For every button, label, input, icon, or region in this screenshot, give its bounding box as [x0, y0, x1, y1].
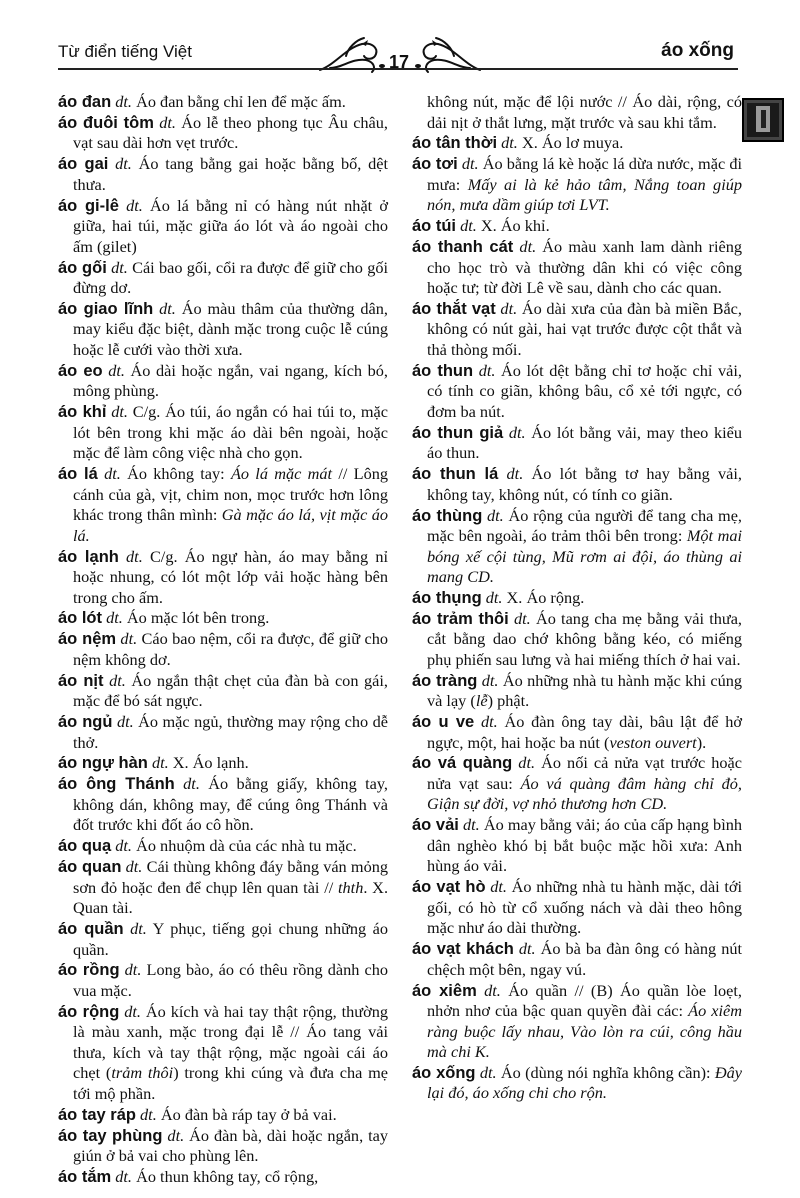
part-of-speech: dt. — [151, 753, 169, 773]
headword: áo ông Thánh — [58, 775, 175, 794]
example-text: Đây lại đó, áo xống chi cho rộn. — [427, 1062, 742, 1103]
part-of-speech: dt. — [106, 608, 123, 628]
part-of-speech: dt. — [481, 670, 499, 690]
part-of-speech: dt. — [183, 774, 200, 794]
example-text: thth — [338, 877, 364, 897]
continued-entry-text: không nút, mặc để lội nước // Áo dài, rộng, có dải nịt ở thắt lưng, mặt trước và sau khi tắm. — [427, 92, 742, 132]
headword: áo thùng — [412, 506, 483, 525]
dictionary-entry — [412, 464, 742, 505]
example-text: veston ouvert — [609, 732, 697, 752]
part-of-speech: dt. — [518, 939, 536, 959]
dictionary-entry — [58, 1126, 388, 1167]
definition-text: Áo bằng giấy, không tay, không dán, không may, để cúng ông Thánh và đốt trước khi đốt áo cô hồn. — [73, 774, 388, 835]
running-header-guideword: áo xống — [661, 40, 734, 61]
dictionary-entry — [58, 361, 388, 402]
part-of-speech: dt. — [513, 608, 531, 628]
part-of-speech: dt. — [126, 546, 143, 566]
dictionary-entry — [58, 857, 388, 919]
part-of-speech: dt. — [500, 298, 518, 318]
part-of-speech: dt. — [125, 857, 143, 877]
part-of-speech: dt. — [501, 133, 518, 153]
dictionary-entry — [412, 299, 742, 361]
part-of-speech: dt. — [518, 753, 536, 773]
dictionary-entry — [58, 1167, 388, 1188]
dictionary-entry — [58, 1002, 388, 1105]
part-of-speech: dt. — [115, 92, 133, 111]
headword: áo khỉ — [58, 403, 107, 422]
definition-text: ) phật. — [487, 691, 530, 711]
part-of-speech: dt. — [485, 587, 503, 607]
part-of-speech: dt. — [109, 670, 126, 690]
dictionary-entry — [58, 196, 388, 258]
part-of-speech: dt. — [480, 712, 498, 732]
dictionary-entry — [412, 216, 742, 237]
definition-text: Áo dài xưa của đàn bà miền Bắc, không có nút gài, hai vạt trước được cột thắt và thả thòng mối. — [427, 298, 742, 359]
headword: áo quạ — [58, 837, 112, 856]
dictionary-entry — [412, 154, 742, 216]
headword: áo tắm — [58, 1167, 112, 1186]
definition-text: Áo bằng lá kè hoặc lá dừa nước, mặc đi mưa: — [427, 154, 742, 194]
headword: áo lá — [58, 465, 98, 484]
definition-text: C/g. Áo túi, áo ngắn có hai túi to, mặc lót bên trong khi mặc áo dài bên ngoài, hoặc mặc để làm công việc nhà cho gọn. — [73, 402, 388, 463]
headword: áo quần — [58, 920, 124, 939]
part-of-speech: dt. — [115, 836, 133, 856]
headword: áo vạt hò — [412, 878, 486, 897]
definition-text: Áo lễ theo phong tục Âu châu, vạt sau dài hơn vẹt trước. — [73, 112, 388, 153]
dictionary-entry — [58, 774, 388, 836]
part-of-speech: dt. — [159, 298, 176, 318]
dictionary-entry — [58, 608, 388, 629]
example-text: Gà mặc áo lá, vịt mặc áo lá. — [73, 505, 389, 545]
definition-text: Áo ngắn thật chẹt của đàn bà con gái, mặc để bó sát ngực. — [73, 670, 388, 711]
definition-text: Y phục, tiếng gọi chung những áo quần. — [73, 919, 388, 959]
headword: áo nệm — [58, 630, 117, 649]
part-of-speech: dt. — [126, 195, 143, 215]
headword: áo túi — [412, 217, 456, 236]
header-rule — [58, 68, 738, 70]
definition-text: Cái thùng không đáy bằng ván mỏng sơn đỏ hoặc đen để chụp lên quan tài // — [73, 857, 388, 897]
headword: áo xiêm — [412, 981, 477, 1000]
headword: áo gối — [58, 258, 107, 277]
headword: áo đan — [58, 93, 112, 111]
definition-text: Áo lót dệt bằng chỉ tơ hoặc chỉ vải, có tính co giãn, không bâu, cổ xẻ tới ngực, có đơm ba nút. — [427, 360, 742, 421]
definition-text: Áo đan bằng chỉ len để mặc ấm. — [132, 92, 346, 111]
definition-text: Áo đàn bà, dài hoặc ngắn, tay giún ở bả vai cho phùng lên. — [73, 1125, 388, 1166]
dictionary-entry — [58, 671, 388, 712]
part-of-speech: dt. — [130, 919, 147, 939]
dictionary-entry — [58, 258, 388, 299]
definition-text: Áo màu thâm của thường dân, may kiểu đặc biệt, dành mặc trong cuộc lễ cúng hoặc lễ cưới vào thời xưa. — [73, 298, 388, 359]
dictionary-entry — [58, 113, 388, 154]
dictionary-entry — [412, 423, 742, 464]
dictionary-entry — [412, 877, 742, 939]
headword: áo tơi — [412, 155, 458, 174]
dictionary-entry — [412, 939, 742, 980]
definition-text: Áo mặc lót bên trong. — [122, 608, 270, 628]
definition-text: Áo kích và hai tay thật rộng, thường là màu xanh, mặc trong đại lễ // Áo tang vải thưa, kích và tay thật rộng, mặc ngoài cái áo chẹt ( — [73, 1001, 388, 1083]
part-of-speech: dt. — [124, 1001, 141, 1021]
definition-text: ). — [696, 732, 707, 752]
part-of-speech: dt. — [519, 237, 537, 257]
definition-text: Áo những nhà tu hành mặc khi cúng và lạy ( — [427, 670, 742, 711]
definition-text: Áo đàn bà ráp tay ở bả vai. — [156, 1104, 337, 1124]
headword: áo lạnh — [58, 547, 119, 566]
definition-text: Áo lót bằng tơ hay bằng vải, không tay, không nút, có tính co giãn. — [427, 464, 742, 504]
dictionary-entry — [412, 815, 742, 877]
headword: áo đuôi tôm — [58, 113, 154, 132]
example-text: Áo xiêm ràng buộc lấy nhau, Vào lòn ra cúi, công hầu mà chi K. — [427, 1001, 743, 1062]
part-of-speech: dt. — [479, 1062, 497, 1082]
dictionary-entry — [58, 919, 388, 960]
definition-text: ) trong khi cúng và đưa cha mẹ tới mộ phần. — [73, 1063, 388, 1103]
dictionary-entry — [412, 506, 742, 588]
headword: áo thun — [412, 361, 474, 380]
definition-text: X. Áo khỉ. — [476, 216, 550, 236]
headword: áo thụng — [412, 588, 482, 607]
part-of-speech: dt. — [111, 402, 128, 422]
example-text: trảm thôi — [111, 1063, 174, 1083]
definition-text: Áo (dùng nói nghĩa không cần): — [496, 1062, 715, 1082]
part-of-speech: dt. — [478, 360, 496, 380]
running-header-title: Từ điển tiếng Việt — [58, 42, 192, 61]
definition-text: Áo những nhà tu hành mặc, dài tới gối, có hò từ cổ xuống nách và dài theo hông mặc như áo dài thường. — [427, 877, 743, 938]
part-of-speech: dt. — [508, 422, 526, 442]
definition-text: // Lông cánh của gà, vịt, chim non, mọc trước hơn lông khác trong thân mình: — [73, 464, 388, 525]
dictionary-entry — [58, 547, 388, 609]
definition-text: Áo màu xanh lam dành riêng cho học trò và thường dân khi có việc công hoặc tư; từ đời Lê về sau, dành cho các quan. — [427, 237, 742, 298]
part-of-speech: dt. — [116, 712, 134, 732]
definition-text: Áo thun không tay, cổ rộng, — [132, 1166, 319, 1186]
part-of-speech: dt. — [111, 257, 128, 277]
dictionary-entry — [412, 237, 742, 299]
headword: áo vạt khách — [412, 940, 514, 959]
dictionary-entry — [412, 981, 742, 1063]
example-text: Áo vá quàng đâm hàng chỉ đỏ, Giận sự đời, vợ nhỏ thương hơn CD. — [427, 773, 742, 814]
headword: áo eo — [58, 361, 103, 380]
left-column — [58, 92, 388, 1188]
dictionary-entry — [58, 1105, 388, 1126]
definition-text: Cái bao gối, cổi ra được để giữ cho gối đừng dơ. — [73, 257, 388, 298]
dictionary-entry — [58, 299, 388, 361]
dictionary-entry — [58, 712, 388, 753]
headword: áo nịt — [58, 671, 104, 690]
example-text: Mấy ai là kẻ hảo tâm, Nắng toan giúp nón, mưa dầm giúp tơi LVT. — [427, 174, 743, 215]
dictionary-entry — [412, 671, 742, 712]
headword: áo tay ráp — [58, 1105, 136, 1124]
dictionary-entry — [412, 588, 742, 609]
part-of-speech: dt. — [108, 360, 125, 380]
part-of-speech: dt. — [460, 216, 477, 236]
definition-text: X. Áo rộng. — [502, 587, 585, 607]
part-of-speech: dt. — [167, 1125, 185, 1145]
headword: áo xống — [412, 1063, 476, 1082]
dictionary-entry — [58, 402, 388, 464]
headword: áo giao lĩnh — [58, 299, 154, 318]
part-of-speech: dt. — [124, 960, 142, 980]
dictionary-entry — [58, 960, 388, 1001]
definition-text: Áo dài hoặc ngắn, vai ngang, kích bó, mông phùng. — [73, 360, 388, 401]
headword: áo tay phùng — [58, 1126, 163, 1145]
definition-text: Áo nối cả nửa vạt trước hoặc nửa vạt sau: — [427, 753, 742, 793]
definition-text: C/g. Áo ngự hàn, áo may bằng nỉ hoặc nhung, có lót một lớp vải hoặc hàng bên trong cho ấm. — [73, 546, 388, 607]
dictionary-entry — [412, 133, 742, 154]
definition-text: Áo quần // (B) Áo quần lòe loẹt, nhởn nhơ của bậc quan quyền đài các: — [427, 980, 743, 1021]
dictionary-entry — [412, 1063, 742, 1104]
dictionary-entry — [58, 629, 388, 670]
right-column — [412, 92, 742, 1104]
definition-text: Áo đàn ông tay dài, bâu lật để hở ngực, một, hai hoặc ba nút ( — [427, 712, 742, 752]
headword: áo quan — [58, 858, 122, 877]
dictionary-entry — [412, 609, 742, 671]
headword: áo thắt vạt — [412, 299, 496, 318]
definition-text: Áo may bằng vải; áo của cấp hạng bình dân nghèo khó bị bắt buộc mặc hồi xưa: Anh hùng áo vải. — [427, 815, 743, 876]
definition-text: Áo nhuộm dà của các nhà tu mặc. — [132, 836, 357, 856]
headword: áo gai — [58, 155, 109, 174]
definition-text: Áo mặc ngủ, thường may rộng cho dễ thở. — [73, 712, 388, 752]
dictionary-entry — [412, 753, 742, 815]
definition-text: Áo tang cha mẹ bằng vải thưa, cắt bằng dao chớ không bằng kéo, có miếng phụ phiến sau lưng và hai miếng thích ở hai vai. — [427, 608, 742, 669]
headword: áo ngự hàn — [58, 754, 148, 773]
part-of-speech: dt. — [115, 154, 132, 174]
part-of-speech: dt. — [506, 464, 524, 484]
dictionary-entry — [58, 154, 388, 195]
part-of-speech: dt. — [461, 154, 479, 174]
part-of-speech: dt. — [104, 464, 121, 484]
headword: áo u ve — [412, 713, 475, 732]
dictionary-entry — [412, 712, 742, 753]
part-of-speech: dt. — [115, 1166, 133, 1186]
definition-text: . X. Quan tài. — [73, 877, 389, 918]
headword: áo trảm thôi — [412, 609, 509, 628]
headword: áo tràng — [412, 671, 478, 690]
definition-text: Áo lót bằng vải, may theo kiểu áo thun. — [427, 422, 743, 463]
definition-text: Áo bà ba đàn ông có hàng nút chệch một bên, ngay vú. — [427, 939, 742, 979]
headword: áo lót — [58, 609, 102, 628]
part-of-speech: dt. — [159, 112, 176, 132]
headword: áo thanh cát — [412, 238, 514, 257]
dictionary-entry — [58, 753, 388, 774]
definition-text: X. Áo lạnh. — [168, 753, 249, 773]
part-of-speech: dt. — [487, 505, 504, 525]
page-number: 17 — [388, 52, 410, 72]
headword: áo rồng — [58, 961, 120, 980]
headword: áo vải — [412, 816, 459, 835]
dictionary-entry — [58, 836, 388, 857]
headword: áo thun lá — [412, 465, 499, 484]
dictionary-entry — [412, 361, 742, 423]
example-text: lễ — [475, 691, 488, 711]
headword: áo gi-lê — [58, 196, 119, 215]
headword: áo rộng — [58, 1002, 120, 1021]
dictionary-entry — [58, 92, 388, 113]
definition-text: Áo không tay: — [120, 464, 231, 484]
definition-text: Áo rộng của người để tang cha mẹ, mặc bên ngoài, áo trảm thôi bên trong: — [427, 505, 742, 546]
definition-text: Áo lá bằng nỉ có hàng nút nhặt ở giữa, hai túi, mặc giữa áo lót và áo ngoài cho ấm (gilet) — [73, 195, 388, 256]
part-of-speech: dt. — [484, 980, 501, 1000]
part-of-speech: dt. — [490, 877, 507, 897]
definition-text: Long bào, áo có thêu rồng dành cho vua mặc. — [73, 960, 388, 1000]
example-text: Áo lá mặc mát — [230, 464, 333, 484]
part-of-speech: dt. — [462, 815, 480, 835]
definition-text: Cáo bao nệm, cổi ra được, để giữ cho nệm không dơ. — [73, 629, 388, 669]
definition-text: Áo tang bằng gai hoặc bằng bố, dệt thưa. — [73, 154, 389, 194]
headword: áo thun giả — [412, 423, 504, 442]
headword: áo vá quàng — [412, 754, 513, 773]
definition-text: X. Áo lơ muya. — [517, 133, 624, 153]
example-text: Một mai bóng xế cội tùng, Mũ rơm ai đội, áo thùng ai mang CD. — [427, 526, 743, 587]
headword: áo tân thời — [412, 134, 498, 153]
dictionary-entry — [58, 464, 388, 546]
part-of-speech: dt. — [140, 1104, 157, 1124]
thumb-index-tab — [742, 98, 784, 142]
part-of-speech: dt. — [120, 629, 138, 649]
headword: áo ngủ — [58, 713, 113, 732]
